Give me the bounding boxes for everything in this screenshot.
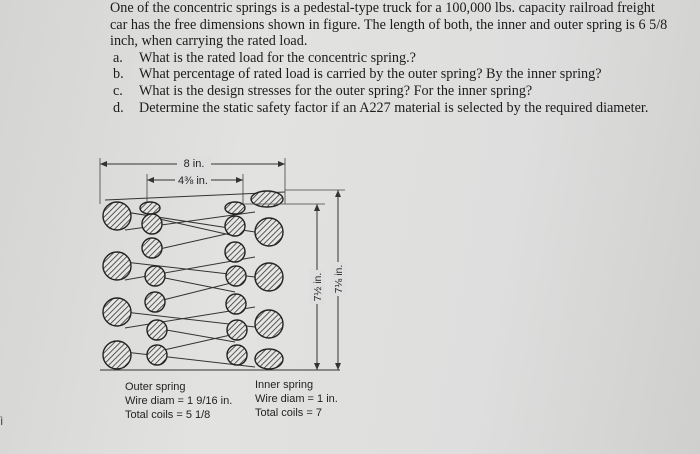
- outer-spring-caption: [125, 380, 232, 422]
- page-edge-mark: ì: [0, 414, 4, 428]
- outer-spring-coils: Total coils = 5 1/8: [125, 409, 211, 421]
- problem-text: [110, 0, 670, 116]
- inner-spring-coils: Total coils = 7: [255, 407, 322, 419]
- dim-outer-height-label: 7⅛ in.: [333, 264, 345, 294]
- question-c: [110, 83, 670, 100]
- dim-inner-height-label: 7½ in.: [312, 272, 324, 302]
- question-d-label: d.: [113, 99, 124, 116]
- question-a: [110, 50, 670, 67]
- inner-spring-title: Inner spring: [255, 379, 314, 391]
- question-list: [110, 50, 670, 116]
- question-b-label: b.: [113, 66, 124, 83]
- question-b: [110, 66, 670, 83]
- question-c-label: c.: [113, 82, 123, 99]
- question-c-text: What is the design stresses for the outer spring? For the inner spring?: [139, 82, 533, 99]
- dimension-inner-width: [147, 173, 243, 187]
- outer-spring-right-sections: [251, 191, 283, 369]
- question-d: [110, 100, 670, 117]
- outer-spring-title: Outer spring: [125, 381, 186, 393]
- inner-spring-caption: [255, 378, 338, 420]
- problem-intro: One of the concentric springs is a pedestal-type truck for a 100,000 lbs. capacity railroad freight car has the free dimensions shown in figure. The length of both, the inner and outer spring is 6 5/8 inch, when carrying the rated load.: [110, 0, 668, 50]
- question-d-text: Determine the static safety factor if an A227 material is selected by the required diameter.: [139, 99, 649, 116]
- outer-spring-wire: Wire diam = 1 9/16 in.: [125, 395, 233, 407]
- dim-inner-width-label: 4⅜ in.: [178, 175, 208, 187]
- dim-outer-width-label: 8 in.: [183, 158, 205, 170]
- question-a-text: What is the rated load for the concentric spring.?: [139, 49, 416, 66]
- question-b-text: What percentage of rated load is carried by the outer spring? By the inner spring?: [139, 66, 602, 83]
- inner-spring-left-sections: [140, 202, 167, 365]
- inner-spring-wire: Wire diam = 1 in.: [255, 393, 338, 405]
- spring-figure: [95, 152, 355, 442]
- question-a-label: a.: [113, 49, 123, 66]
- dimension-outer-width: [100, 156, 285, 170]
- outer-spring-left-sections: [103, 202, 131, 369]
